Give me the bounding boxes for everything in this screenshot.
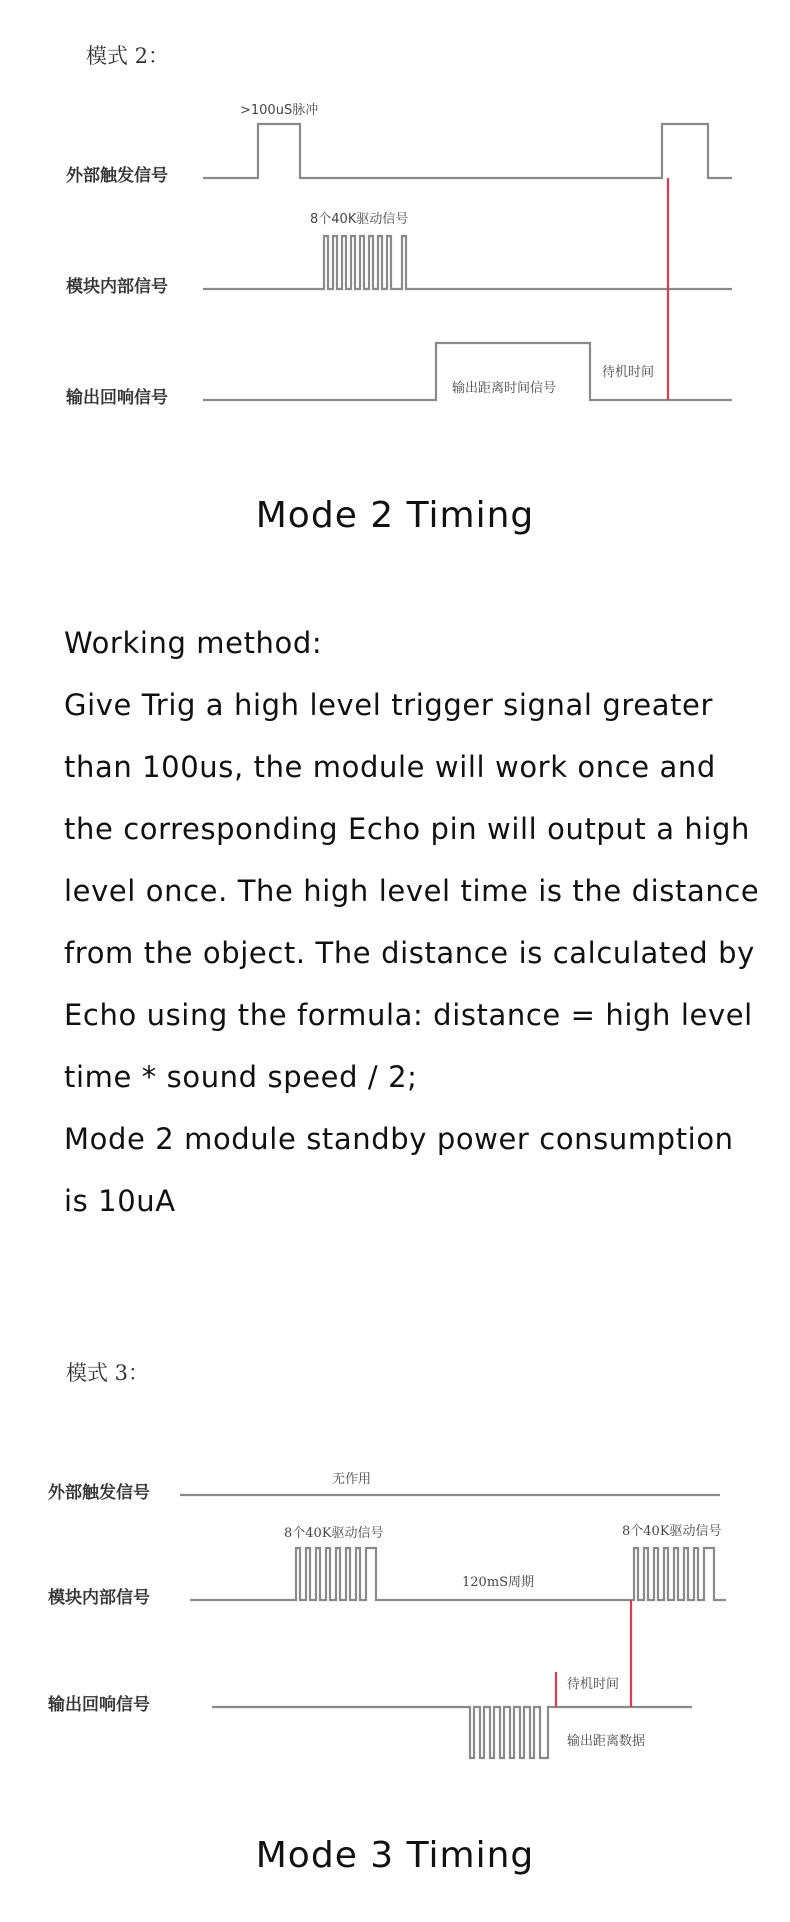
mode3-label: 模式 3： (66, 1361, 150, 1385)
mode3-internal-label: 模块内部信号 (48, 1588, 150, 1608)
working-method-heading: Working method: (64, 626, 323, 660)
mode2-distance-signal-note: 输出距离时间信号 (452, 381, 557, 396)
mode3-drive-left-note: 8个40K驱动信号 (284, 1526, 384, 1541)
mode3-distance-data-note: 输出距离数据 (567, 1734, 646, 1749)
mode3-period-note: 120mS周期 (462, 1575, 535, 1590)
mode3-drive-right-note: 8个40K驱动信号 (622, 1524, 722, 1539)
mode2-pulse-note: >100uS脉冲 (240, 103, 319, 118)
mode3-no-effect-note: 无作用 (332, 1472, 372, 1487)
mode3-trigger-label: 外部触发信号 (48, 1483, 150, 1503)
mode3-standby-note: 待机时间 (567, 1677, 620, 1692)
mode3-echo-label: 输出回响信号 (48, 1695, 150, 1715)
mode2-timing-diagram (0, 70, 790, 430)
mode2-standby-note: 待机时间 (602, 365, 655, 380)
working-method-text (64, 612, 764, 1232)
mode3-caption: Mode 3 Timing (255, 1835, 535, 1876)
mode2-trigger-wave (203, 124, 732, 178)
mode2-trigger-label: 外部触发信号 (66, 166, 168, 186)
mode2-internal-label: 模块内部信号 (66, 277, 168, 297)
mode2-caption: Mode 2 Timing (255, 495, 535, 536)
working-method-paragraph: Give Trig a high level trigger signal greater than 100us, the module will work once and the corresponding Echo pin will output a high level once. The high level time is the distance from the object. The distance is calculated by Echo using the formula: distance = high level time * sound speed / 2; (64, 688, 760, 1094)
mode3-timing-diagram (0, 1440, 790, 1770)
mode2-label: 模式 2： (86, 44, 170, 68)
mode3-echo-wave (212, 1707, 692, 1758)
mode2-drive-note: 8个40K驱动信号 (310, 212, 409, 227)
mode2-echo-label: 输出回响信号 (66, 388, 168, 408)
mode3-internal-wave (190, 1548, 726, 1600)
standby-power-paragraph: Mode 2 module standby power consumption is 10uA (64, 1122, 734, 1218)
mode2-internal-wave (203, 236, 732, 289)
